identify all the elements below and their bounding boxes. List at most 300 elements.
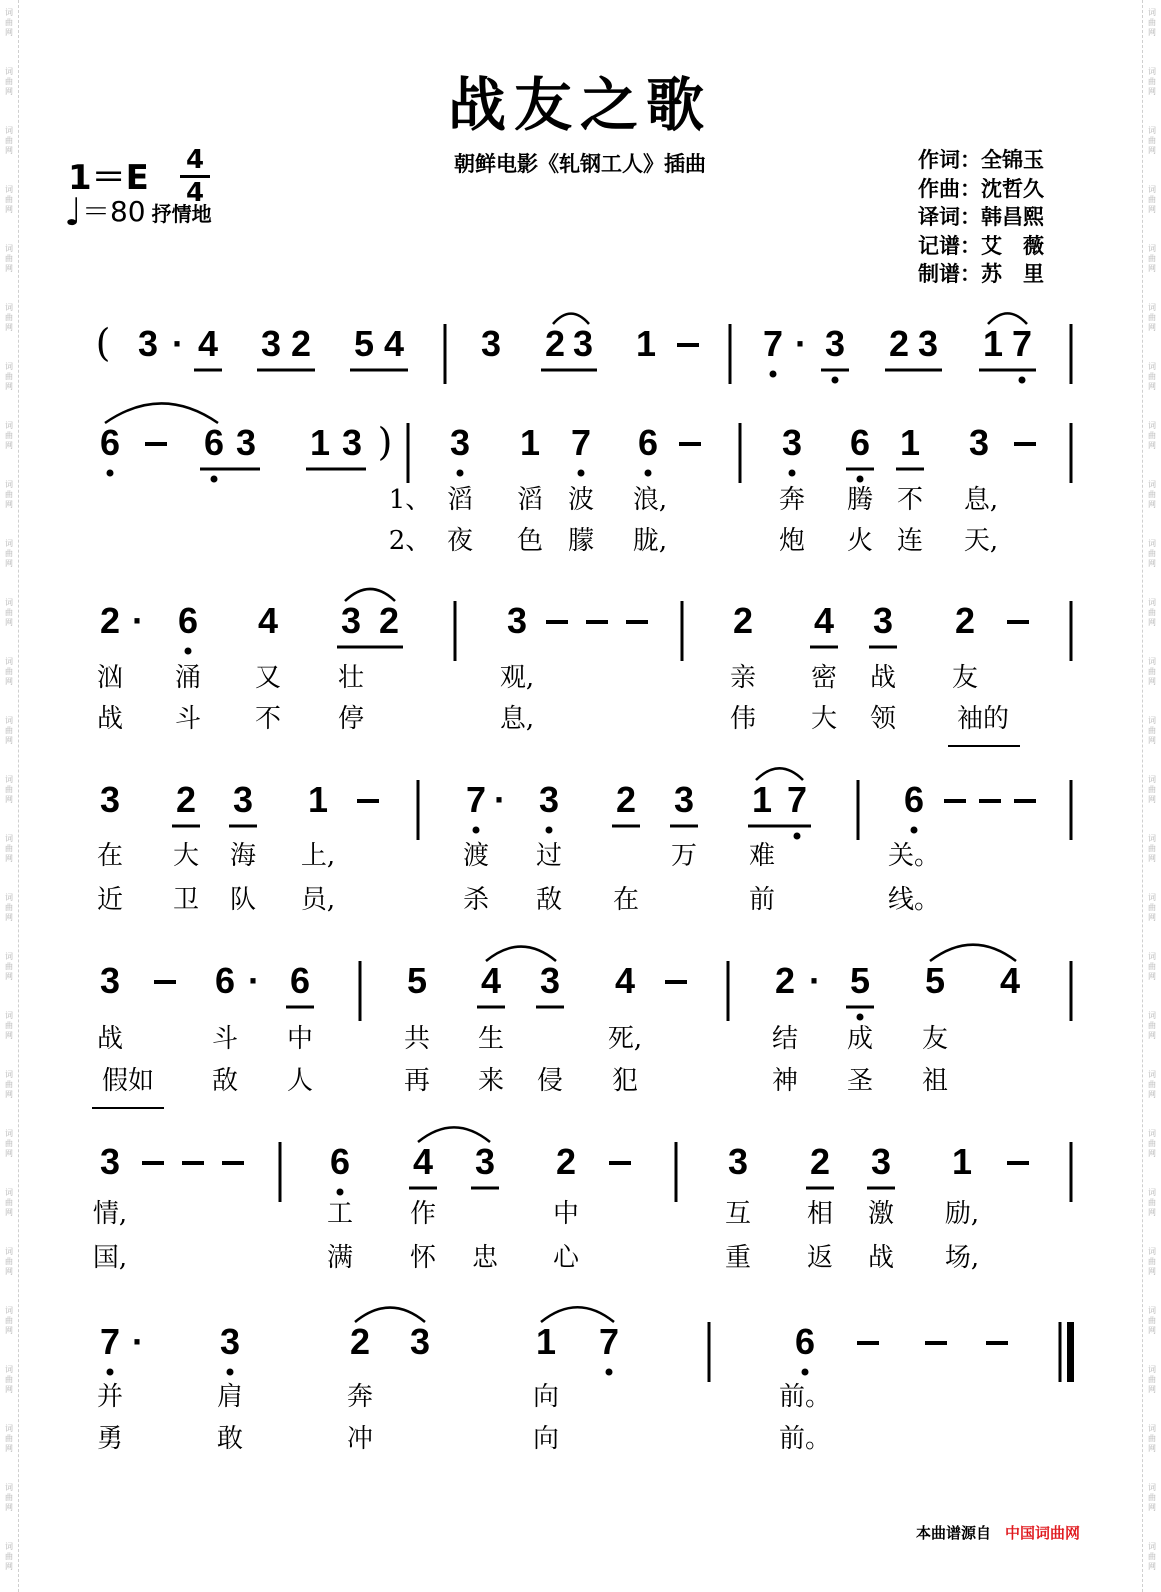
- lower-octave-dot: [546, 827, 553, 834]
- lyric-syllable: 向: [532, 1424, 560, 1454]
- watermark-text: 词 曲 网: [5, 126, 13, 155]
- note: 3: [572, 323, 594, 364]
- meter-bottom: 4: [185, 178, 205, 208]
- lyric-syllable: 激: [867, 1199, 895, 1229]
- extension-dash: [944, 799, 966, 803]
- note: 6: [903, 779, 925, 820]
- note: 3: [449, 422, 471, 463]
- watermark-text: 词 曲 网: [5, 1542, 13, 1571]
- footer-site-link[interactable]: 中国词曲网: [1005, 1524, 1081, 1542]
- note: 1: [982, 323, 1004, 364]
- extension-dash: [665, 980, 687, 984]
- note: 6: [329, 1141, 351, 1182]
- note: 3: [968, 422, 990, 463]
- lyric-syllable: 腾: [846, 485, 874, 515]
- lyric-syllable: 过: [535, 841, 563, 871]
- lyric-syllable: 敌: [211, 1066, 239, 1096]
- lyric-syllable: 胧,: [632, 526, 668, 556]
- watermark-text: 词 曲 网: [5, 834, 13, 863]
- lyric-syllable: 奔: [778, 485, 806, 515]
- watermark-text: 词 曲 网: [1148, 244, 1156, 273]
- lyric-syllable: 冲: [346, 1424, 374, 1454]
- extension-dash: [586, 620, 608, 624]
- note: 4: [614, 960, 636, 1001]
- extension-dash: [357, 799, 379, 803]
- extension-dash: [679, 442, 701, 446]
- lyric-syllable: 汹: [96, 663, 124, 693]
- note: 2: [954, 600, 976, 641]
- watermark-text: 词 曲 网: [5, 480, 13, 509]
- lyric-syllable: 上,: [300, 841, 336, 871]
- lyric-syllable: 在: [612, 885, 640, 915]
- lower-octave-dot: [473, 827, 480, 834]
- lyric-syllable: 作: [409, 1199, 437, 1229]
- note: 2: [175, 779, 197, 820]
- watermark-text: 词 曲 网: [1148, 657, 1156, 686]
- note: 3: [727, 1141, 749, 1182]
- note: 3: [673, 779, 695, 820]
- lyric-syllable: 战: [96, 1024, 124, 1054]
- note: 7: [786, 779, 808, 820]
- lyric-syllable: 息,: [499, 704, 535, 734]
- note: 6: [203, 422, 225, 463]
- watermark-text: 词 曲 网: [5, 1306, 13, 1335]
- note: 2: [809, 1141, 831, 1182]
- lyric-syllable: 战: [867, 1243, 895, 1273]
- watermark-text: 词 曲 网: [1148, 303, 1156, 332]
- lyric-syllable: 不: [896, 485, 924, 515]
- watermark-text: 词 曲 网: [5, 185, 13, 214]
- tempo-value: ＝80: [81, 195, 146, 228]
- watermark-text: 词 曲 网: [1148, 126, 1156, 155]
- note: 3: [99, 779, 121, 820]
- note: 3: [340, 600, 362, 641]
- bracket-mark: (: [95, 321, 111, 365]
- lyric-syllable: 伟: [729, 704, 757, 734]
- extension-dash: [986, 1341, 1008, 1345]
- lyric-syllable: 观,: [499, 663, 535, 693]
- lyric-syllable: 袖的: [956, 704, 1010, 734]
- lyric-syllable: 死,: [607, 1024, 643, 1054]
- note: 4: [480, 960, 502, 1001]
- watermark-text: 词 曲 网: [5, 67, 13, 96]
- lyric-syllable: 海: [229, 841, 257, 871]
- note: 2: [888, 323, 910, 364]
- note: 1: [535, 1321, 557, 1362]
- note: 2: [99, 600, 121, 641]
- lyric-syllable: 员,: [300, 885, 336, 915]
- extension-dash: [1007, 1161, 1029, 1165]
- lyric-syllable: 息,: [963, 485, 999, 515]
- lyric-syllable: 朦: [567, 526, 595, 556]
- note: 6: [214, 960, 236, 1001]
- lyric-syllable: 涌: [174, 663, 202, 693]
- note: 3: [409, 1321, 431, 1362]
- extension-dash: [1014, 799, 1036, 803]
- note: 4: [813, 600, 835, 641]
- note: 4: [197, 323, 219, 364]
- lyric-syllable: 关。: [887, 841, 941, 871]
- note: 5: [406, 960, 428, 1001]
- quarter-note-icon: ♩: [64, 190, 82, 234]
- note: 7: [762, 323, 784, 364]
- note: 4: [383, 323, 405, 364]
- note: 2: [774, 960, 796, 1001]
- credit-transcriber: 记谱：艾 薇: [918, 232, 1044, 258]
- lyric-syllable: 密: [810, 663, 838, 693]
- lyric-syllable: 工: [326, 1199, 354, 1229]
- lyric-syllable: 返: [806, 1243, 834, 1273]
- watermark-text: 词 曲 网: [5, 1483, 13, 1512]
- lyric-syllable: 相: [806, 1199, 834, 1229]
- note: 7: [570, 422, 592, 463]
- lyric-syllable: 中: [286, 1024, 314, 1054]
- lyric-syllable: 来: [477, 1066, 505, 1096]
- lyric-syllable: 满: [326, 1243, 354, 1273]
- lyric-syllable: 怀: [409, 1243, 437, 1273]
- watermark-text: 词 曲 网: [5, 539, 13, 568]
- lyric-syllable: 炮: [778, 526, 806, 556]
- watermark-text: 词 曲 网: [1148, 1188, 1156, 1217]
- watermark-text: 词 曲 网: [1148, 1542, 1156, 1571]
- lyric-syllable: 难: [748, 841, 776, 871]
- slur-arc: [355, 1308, 425, 1322]
- note: 4: [999, 960, 1021, 1001]
- lyric-syllable: 线。: [887, 885, 941, 915]
- lower-octave-dot: [794, 833, 801, 840]
- lyric-syllable: 成: [846, 1024, 874, 1054]
- extension-dash: [182, 1161, 204, 1165]
- lyric-syllable: 中: [552, 1199, 580, 1229]
- extension-dash: [626, 620, 648, 624]
- lyric-syllable: 向: [532, 1382, 560, 1412]
- note: 2: [732, 600, 754, 641]
- note: 3: [539, 960, 561, 1001]
- dotted-note-dot: ·: [248, 960, 260, 1001]
- lyric-syllable: 假如: [101, 1066, 155, 1096]
- lower-octave-dot: [211, 476, 218, 483]
- note: 3: [824, 323, 846, 364]
- lyric-syllable: 波: [567, 485, 595, 515]
- note: 7: [465, 779, 487, 820]
- note: 3: [137, 323, 159, 364]
- lower-octave-dot: [606, 1369, 613, 1376]
- watermark-text: 词 曲 网: [5, 244, 13, 273]
- note: 6: [794, 1321, 816, 1362]
- note: 1: [751, 779, 773, 820]
- lyric-syllable: 停: [337, 704, 365, 734]
- watermark-text: 词 曲 网: [5, 362, 13, 391]
- lyric-syllable: 不: [254, 704, 282, 734]
- lyric-syllable: 战: [96, 704, 124, 734]
- lyric-syllable: 1、: [388, 485, 432, 515]
- note: 6: [289, 960, 311, 1001]
- watermark-text: 词 曲 网: [1148, 1129, 1156, 1158]
- extension-dash: [222, 1161, 244, 1165]
- lower-octave-dot: [578, 470, 585, 477]
- meter-top: 4: [185, 145, 205, 175]
- lyric-syllable: 浪,: [632, 485, 668, 515]
- extension-dash: [142, 1161, 164, 1165]
- dotted-note-dot: ·: [494, 779, 506, 820]
- lyric-syllable: 火: [846, 526, 874, 556]
- note: 3: [99, 1141, 121, 1182]
- lyric-syllable: 天,: [963, 526, 999, 556]
- lyric-syllable: 国,: [92, 1243, 128, 1273]
- lyric-syllable: 侵: [536, 1066, 564, 1096]
- lyric-syllable: 队: [229, 885, 257, 915]
- lyric-syllable: 领: [869, 704, 897, 734]
- tempo-mood: 抒情地: [151, 202, 212, 226]
- watermark-text: 词 曲 网: [1148, 362, 1156, 391]
- lyric-syllable: 敌: [535, 885, 563, 915]
- note: 2: [290, 323, 312, 364]
- lyric-syllable: 祖: [921, 1066, 949, 1096]
- watermark-text: 词 曲 网: [5, 1247, 13, 1276]
- lyric-syllable: 圣: [846, 1066, 874, 1096]
- watermark-text: 词 曲 网: [1148, 952, 1156, 981]
- note: 3: [260, 323, 282, 364]
- credit-engraver: 制谱：苏 里: [918, 261, 1044, 286]
- extension-dash: [1014, 442, 1036, 446]
- note: 1: [899, 422, 921, 463]
- lyric-syllable: 生: [477, 1024, 505, 1054]
- slur-arc: [930, 945, 1016, 961]
- lyric-syllable: 友: [921, 1024, 949, 1054]
- lyric-syllable: 卫: [172, 885, 200, 915]
- note: 6: [849, 422, 871, 463]
- dotted-note-dot: ·: [132, 600, 144, 641]
- lower-octave-dot: [911, 827, 918, 834]
- lyric-syllable: 共: [403, 1024, 431, 1054]
- watermark-text: 词 曲 网: [5, 1424, 13, 1453]
- watermark-text: 词 曲 网: [5, 657, 13, 686]
- lyric-syllable: 滔: [446, 485, 474, 515]
- watermark-text: 词 曲 网: [1148, 480, 1156, 509]
- note: 3: [232, 779, 254, 820]
- lyric-syllable: 渡: [462, 841, 490, 871]
- watermark-text: 词 曲 网: [1148, 775, 1156, 804]
- song-title: 战友之歌: [447, 71, 712, 139]
- slur-arc: [105, 403, 218, 423]
- lyric-syllable: 斗: [174, 704, 202, 734]
- note: 2: [615, 779, 637, 820]
- lyric-syllable: 肩: [216, 1382, 244, 1412]
- lower-octave-dot: [770, 371, 777, 378]
- watermark-text: 词 曲 网: [1148, 1365, 1156, 1394]
- lower-octave-dot: [107, 1369, 114, 1376]
- lyric-syllable: 忠: [471, 1243, 499, 1273]
- watermark-text: 词 曲 网: [5, 1129, 13, 1158]
- note: 5: [849, 960, 871, 1001]
- lower-octave-dot: [457, 470, 464, 477]
- note: 1: [519, 422, 541, 463]
- note: 1: [307, 779, 329, 820]
- lyric-syllable: 励,: [944, 1199, 980, 1229]
- dotted-note-dot: ·: [795, 323, 807, 364]
- footer-source: [916, 1522, 1080, 1543]
- extension-dash: [979, 799, 1001, 803]
- lyric-syllable: 在: [96, 841, 124, 871]
- watermark-text: 词 曲 网: [5, 1011, 13, 1040]
- slur-arc: [541, 1307, 614, 1322]
- note: 7: [99, 1321, 121, 1362]
- note: 3: [219, 1321, 241, 1362]
- song-subtitle: 朝鲜电影《轧钢工人》插曲: [454, 151, 706, 176]
- slur-arc: [418, 1127, 490, 1142]
- lyric-syllable: 犯: [611, 1066, 639, 1096]
- dotted-note-dot: ·: [172, 323, 184, 364]
- watermark-text: 词 曲 网: [5, 893, 13, 922]
- watermark-text: 词 曲 网: [5, 421, 13, 450]
- note: 1: [951, 1141, 973, 1182]
- lyric-syllable: 并: [96, 1382, 124, 1412]
- extension-dash: [925, 1341, 947, 1345]
- lower-octave-dot: [802, 1369, 809, 1376]
- note: 7: [1011, 323, 1033, 364]
- lyric-syllable: 结: [771, 1024, 799, 1054]
- final-barline: [1067, 1322, 1074, 1382]
- note: 4: [412, 1141, 434, 1182]
- note: 4: [257, 600, 279, 641]
- watermark-text: 词 曲 网: [1148, 421, 1156, 450]
- lyric-syllable: 滔: [516, 485, 544, 515]
- lyric-syllable: 前。: [778, 1382, 832, 1412]
- lyric-syllable: 前: [748, 885, 776, 915]
- note: 3: [917, 323, 939, 364]
- lyric-syllable: 战: [869, 663, 897, 693]
- watermark-text: 词 曲 网: [5, 303, 13, 332]
- lower-octave-dot: [107, 470, 114, 477]
- lower-octave-dot: [832, 377, 839, 384]
- note: 3: [235, 422, 257, 463]
- lyric-syllable: 2、: [388, 526, 432, 556]
- lyric-syllable: 重: [724, 1243, 752, 1273]
- note: 5: [924, 960, 946, 1001]
- watermark-text: 词 曲 网: [5, 775, 13, 804]
- watermark-text: 词 曲 网: [1148, 1424, 1156, 1453]
- lyric-syllable: 杀: [462, 885, 490, 915]
- dotted-note-dot: ·: [132, 1321, 144, 1362]
- watermark-text: 词 曲 网: [5, 598, 13, 627]
- watermark-text: 词 曲 网: [1148, 1306, 1156, 1335]
- note: 5: [353, 323, 375, 364]
- lower-octave-dot: [227, 1369, 234, 1376]
- lyric-syllable: 又: [254, 663, 282, 693]
- extension-dash: [677, 343, 699, 347]
- watermark-text: 词 曲 网: [1148, 598, 1156, 627]
- note: 3: [781, 422, 803, 463]
- lower-octave-dot: [857, 476, 864, 483]
- watermark-text: 词 曲 网: [1148, 539, 1156, 568]
- lyric-syllable: 友: [951, 663, 979, 693]
- watermark-text: 词 曲 网: [1148, 8, 1156, 37]
- watermark-text: 词 曲 网: [1148, 834, 1156, 863]
- watermark-text: 词 曲 网: [1148, 1483, 1156, 1512]
- lower-octave-dot: [1019, 377, 1026, 384]
- extension-dash: [154, 980, 176, 984]
- bracket-mark: ): [377, 420, 393, 464]
- lyric-syllable: 情,: [92, 1199, 128, 1229]
- extension-dash: [1007, 620, 1029, 624]
- lyric-syllable: 心: [552, 1243, 580, 1273]
- lyric-syllable: 场,: [944, 1243, 980, 1273]
- lyric-syllable: 前。: [778, 1424, 832, 1454]
- extension-dash: [857, 1341, 879, 1345]
- watermark-text: 词 曲 网: [5, 716, 13, 745]
- note: 1: [635, 323, 657, 364]
- lower-octave-dot: [857, 1014, 864, 1021]
- note: 3: [538, 779, 560, 820]
- note: 2: [544, 323, 566, 364]
- extension-dash: [145, 442, 167, 446]
- lyric-syllable: 壮: [337, 663, 365, 693]
- credit-composer: 作曲：沈哲久: [918, 175, 1044, 201]
- lyric-syllable: 近: [96, 885, 124, 915]
- lyric-syllable: 连: [896, 526, 924, 556]
- watermark-text: 词 曲 网: [5, 1365, 13, 1394]
- credit-translator: 译词：韩昌熙: [918, 204, 1044, 229]
- watermark-text: 词 曲 网: [5, 8, 13, 37]
- credit-lyricist: 作词：全锦玉: [918, 147, 1044, 172]
- note: 6: [637, 422, 659, 463]
- lyric-syllable: 亲: [729, 663, 757, 693]
- lyric-syllable: 敢: [216, 1424, 244, 1454]
- note: 2: [349, 1321, 371, 1362]
- note: 6: [99, 422, 121, 463]
- lyric-syllable: 互: [724, 1199, 752, 1229]
- lyric-syllable: 神: [771, 1066, 799, 1096]
- footer-source-text: 本曲谱源自: [916, 1524, 992, 1542]
- note: 3: [99, 960, 121, 1001]
- extension-dash: [609, 1161, 631, 1165]
- note: 3: [870, 1141, 892, 1182]
- note: 3: [506, 600, 528, 641]
- lyric-syllable: 再: [403, 1066, 431, 1096]
- key-signature: 1＝E: [68, 158, 149, 198]
- lyric-syllable: 奔: [346, 1382, 374, 1412]
- note: 3: [480, 323, 502, 364]
- lyric-syllable: 人: [286, 1066, 314, 1096]
- lower-octave-dot: [337, 1189, 344, 1196]
- note: 1: [309, 422, 331, 463]
- note: 7: [598, 1321, 620, 1362]
- watermark-text: 词 曲 网: [5, 1070, 13, 1099]
- note: 3: [872, 600, 894, 641]
- dotted-note-dot: ·: [809, 960, 821, 1001]
- lyric-syllable: 夜: [446, 526, 474, 556]
- note: 3: [341, 422, 363, 463]
- lyric-syllable: 万: [670, 841, 698, 871]
- extension-dash: [546, 620, 568, 624]
- watermark-text: 词 曲 网: [1148, 1070, 1156, 1099]
- watermark-text: 词 曲 网: [1148, 185, 1156, 214]
- lower-octave-dot: [789, 470, 796, 477]
- note: 2: [555, 1141, 577, 1182]
- watermark-text: 词 曲 网: [5, 952, 13, 981]
- watermark-text: 词 曲 网: [1148, 1011, 1156, 1040]
- watermark-text: 词 曲 网: [5, 1188, 13, 1217]
- watermark-text: 词 曲 网: [1148, 67, 1156, 96]
- note: 6: [177, 600, 199, 641]
- lyric-syllable: 斗: [211, 1024, 239, 1054]
- watermark-text: 词 曲 网: [1148, 1247, 1156, 1276]
- lower-octave-dot: [185, 648, 192, 655]
- note: 3: [474, 1141, 496, 1182]
- lyric-syllable: 勇: [96, 1424, 124, 1454]
- watermark-text: 词 曲 网: [1148, 716, 1156, 745]
- lyric-syllable: 大: [810, 704, 838, 734]
